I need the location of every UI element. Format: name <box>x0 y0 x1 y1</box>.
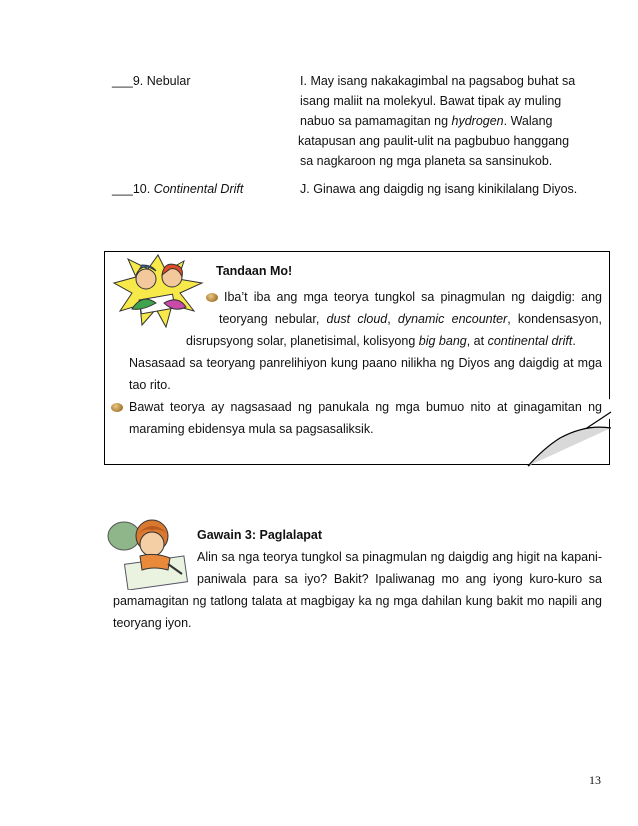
item-10-term: ___10. Continental Drift <box>112 182 244 196</box>
tandaan-bullet1-line3: disrupsyong solar, planetisimal, kolisyong big bang, at continental drift. <box>186 334 576 348</box>
tandaan-bullet2-line1: Bawat teorya ay nagsasaad ng panukala ng mga bumuo nito at ginagamitan ng <box>111 396 602 418</box>
tandaan-title: Tandaan Mo! <box>216 264 293 278</box>
tandaan-bullet1-line2: teoryang nebular, dust cloud, dynamic encounter, kondensasyon, <box>219 312 602 326</box>
gawain-line2: paniwala para sa iyo? Bakit? Ipaliwanag mo ang iyong kuro-kuro sa <box>197 572 602 586</box>
gawain-line3: pamamagitan ng tatlong talata at magbigay ka ng mga dahilan kung bakit mo napili ang <box>113 594 602 608</box>
bullet-icon <box>111 403 123 412</box>
gawain-line1: Alin sa nga teorya tungkol sa pinagmulan ng daigdig ang higit na kapani- <box>197 550 602 564</box>
tandaan-bullet1-line1: Iba’t iba ang mga teorya tungkol sa pinagmulan ng daigdig: ang <box>206 286 602 308</box>
kids-reading-illustration <box>112 253 204 329</box>
tandaan-bullet1-line5: tao rito. <box>129 378 171 392</box>
gawain-title: Gawain 3: Paglalapat <box>197 528 323 542</box>
bullet-icon <box>206 293 218 302</box>
gawain-line4: teoryang iyon. <box>113 616 192 630</box>
tandaan-bullet1-line4: Nasasaad sa teoryang panrelihiyon kung paano nilikha ng Diyos ang daigdig at mga <box>129 356 602 370</box>
girl-writing-illustration <box>104 514 196 590</box>
item-9-term: ___9. Nebular <box>112 74 191 88</box>
item-i-answer: I. May isang nakakagimbal na pagsabog buhat sa isang maliit na molekyul. Bawat tipak ay muling nabuo sa pamamagitan ng hydrogen. Walang katapusan ang paulit-ulit na pagbubuo hanggang sa nagkaroon ng mga planeta sa sansinukob. <box>298 74 576 168</box>
item-j-answer: J. Ginawa ang daigdig ng isang kinikilalang Diyos. <box>300 182 578 196</box>
matching-section <box>112 71 612 211</box>
tandaan-bullet2-line2: maraming ebidensya mula sa pagsasaliksik. <box>129 422 374 436</box>
page-number: 13 <box>589 773 601 787</box>
